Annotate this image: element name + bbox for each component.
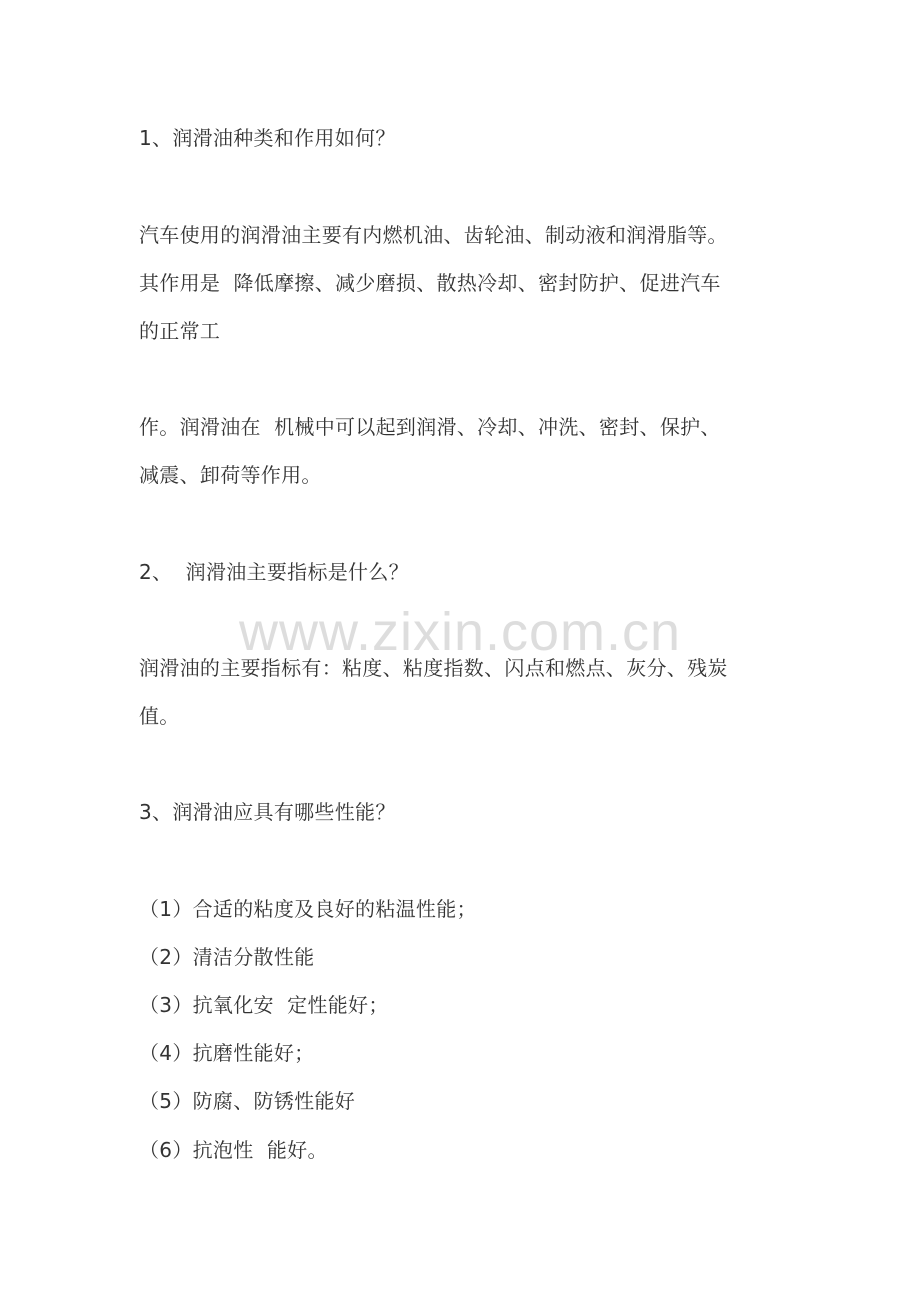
- list-item: （6）抗泡性 能好。: [139, 1138, 328, 1162]
- answer-2-line-1: 润滑油的主要指标有：粘度、粘度指数、闪点和燃点、灰分、残炭: [139, 656, 728, 680]
- answer-2-line-2: 值。: [139, 704, 180, 728]
- answer-1-line-2: 其作用是 降低摩擦、减少磨损、散热冷却、密封防护、促进汽车: [139, 271, 721, 295]
- answer-1-line-4: 作。润滑油在 机械中可以起到润滑、冷却、冲洗、密封、保护、: [139, 415, 721, 439]
- question-3: 3、润滑油应具有哪些性能？: [139, 800, 396, 824]
- list-item: （2）清洁分散性能: [139, 945, 315, 969]
- question-2: 2、 润滑油主要指标是什么？: [139, 560, 409, 584]
- answer-1-line-5: 减震、卸荷等作用。: [139, 463, 322, 487]
- answer-1-line-3: 的正常工: [139, 319, 221, 343]
- answer-1-line-1: 汽车使用的润滑油主要有内燃机油、齿轮油、制动液和润滑脂等。: [139, 223, 728, 247]
- list-item: （3）抗氧化安 定性能好；: [139, 993, 389, 1017]
- list-item: （1）合适的粘度及良好的粘温性能；: [139, 897, 477, 921]
- question-1: 1、润滑油种类和作用如何？: [139, 126, 396, 150]
- list-item: （5）防腐、防锈性能好: [139, 1089, 356, 1113]
- watermark: www.zixin.com.cn: [238, 602, 682, 662]
- list-item: （4）抗磨性能好；: [139, 1041, 315, 1065]
